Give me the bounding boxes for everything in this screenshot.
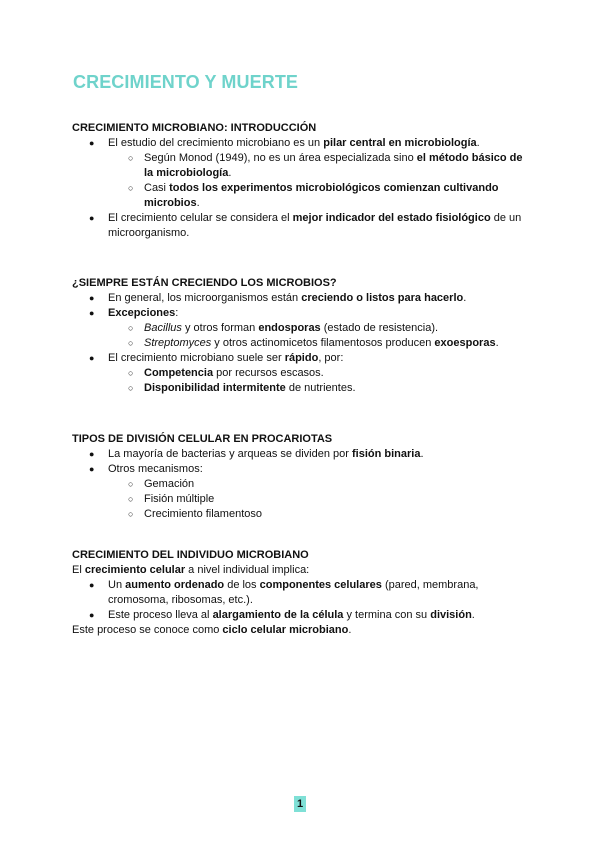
list-item: ● Excepciones:: [89, 307, 179, 319]
list-item: ○ Streptomyces y otros actinomicetos filamentosos producen exoesporas.: [128, 337, 499, 349]
list-item: ○ Casi todos los experimentos microbiológicos comienzan cultivando microbios.: [128, 182, 499, 209]
list-item: ● Un aumento ordenado de los componentes celulares (pared, membrana, cromosoma, ribosomas, etc.).: [89, 579, 479, 606]
section-heading: CRECIMIENTO DEL INDIVIDUO MICROBIANO: [72, 549, 309, 561]
circle-bullet-icon: ○: [128, 338, 134, 348]
list-item: ○ Bacillus y otros forman endosporas (estado de resistencia).: [128, 322, 439, 334]
bullet-icon: ●: [89, 213, 95, 223]
bullet-icon: ●: [89, 580, 95, 590]
section-heading: ¿SIEMPRE ESTÁN CRECIENDO LOS MICROBIOS?: [72, 277, 337, 289]
bullet-icon: ●: [89, 308, 95, 318]
list-item: ○ Competencia por recursos escasos.: [128, 367, 324, 379]
list-item: ○ Crecimiento filamentoso: [128, 508, 262, 520]
list-item: ● Otros mecanismos:: [89, 463, 203, 475]
bullet-list: [72, 578, 532, 623]
page-number: 1: [294, 796, 306, 812]
circle-bullet-icon: ○: [128, 479, 134, 489]
section-heading: CRECIMIENTO MICROBIANO: INTRODUCCIÓN: [72, 122, 317, 134]
bullet-icon: ●: [89, 449, 95, 459]
bullet-icon: ●: [89, 610, 95, 620]
circle-bullet-icon: ○: [128, 509, 134, 519]
list-item: ○ Disponibilidad intermitente de nutrientes.: [128, 382, 356, 394]
list-item: ● En general, los microorganismos están creciendo o listos para hacerlo.: [89, 292, 467, 304]
list-item: ● La mayoría de bacterias y arqueas se dividen por fisión binaria.: [89, 448, 424, 460]
bullet-icon: ●: [89, 353, 95, 363]
bullet-icon: ●: [89, 293, 95, 303]
document-title: CRECIMIENTO Y MUERTE: [73, 72, 299, 92]
section-individuo-microbiano: [72, 548, 532, 638]
list-item: ● Este proceso lleva al alargamiento de la célula y termina con su división.: [89, 609, 475, 621]
paragraph: El crecimiento celular a nivel individual implica:: [72, 564, 310, 576]
list-item: ● El crecimiento celular se considera el mejor indicador del estado fisiológico de un microorganismo.: [89, 212, 522, 239]
circle-bullet-icon: ○: [128, 153, 134, 163]
list-item: ○ Fisión múltiple: [128, 493, 215, 505]
circle-bullet-icon: ○: [128, 368, 134, 378]
section-division-celular: [72, 432, 532, 522]
circle-bullet-icon: ○: [128, 494, 134, 504]
bullet-icon: ●: [89, 464, 95, 474]
list-item: ○ Según Monod (1949), no es un área especializada sino el método básico de la microbiología.: [128, 152, 523, 179]
section-introduccion: [72, 121, 532, 241]
circle-bullet-icon: ○: [128, 383, 134, 393]
list-item: ○ Gemación: [128, 478, 195, 490]
circle-bullet-icon: ○: [128, 183, 134, 193]
list-item: ● El crecimiento microbiano suele ser rápido, por:: [89, 352, 344, 364]
paragraph: Este proceso se conoce como ciclo celular microbiano.: [72, 624, 352, 636]
circle-bullet-icon: ○: [128, 323, 134, 333]
bullet-icon: ●: [89, 138, 95, 148]
section-heading: TIPOS DE DIVISIÓN CELULAR EN PROCARIOTAS: [72, 433, 333, 445]
list-item: ● El estudio del crecimiento microbiano es un pilar central en microbiología.: [89, 137, 480, 149]
section-siempre-creciendo: [72, 276, 532, 396]
bullet-list: [72, 136, 532, 241]
bullet-list: [72, 291, 532, 396]
bullet-list: [72, 447, 532, 522]
